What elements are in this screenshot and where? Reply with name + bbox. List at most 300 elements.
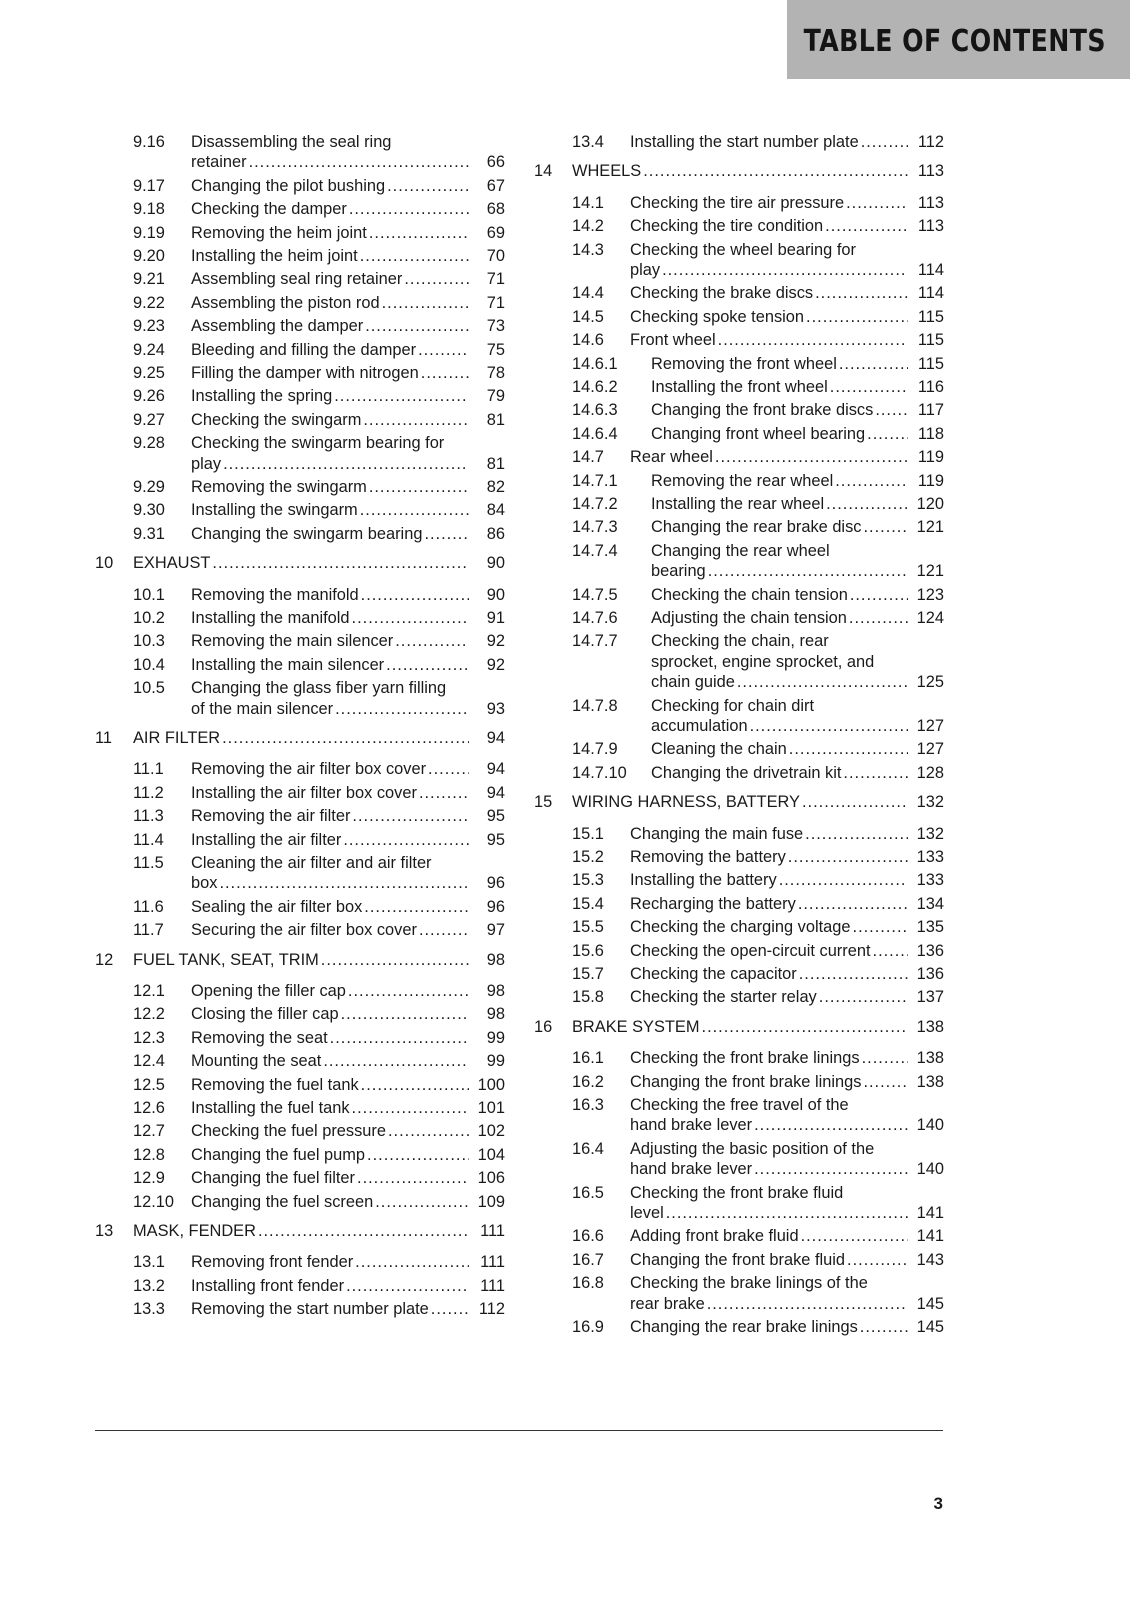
toc-entry bbox=[95, 1004, 505, 1024]
toc-page-number: 140 bbox=[916, 1116, 944, 1135]
toc-page-number: 138 bbox=[916, 1017, 944, 1036]
toc-entry-number: 10.5 bbox=[133, 679, 165, 698]
toc-entry-title: Checking the brake discs bbox=[630, 284, 814, 303]
toc-chapter-entry bbox=[95, 1221, 505, 1241]
toc-leader-dots bbox=[839, 354, 908, 374]
toc-page-number: 90 bbox=[486, 585, 505, 604]
toc-entry-title: Bleeding and filling the damper bbox=[191, 340, 417, 359]
toc-leader-dots bbox=[643, 161, 908, 181]
toc-entry-number: 12.10 bbox=[133, 1192, 175, 1211]
toc-entry bbox=[95, 1299, 505, 1319]
toc-page-number: 95 bbox=[486, 807, 505, 826]
toc-entry-title: AIR FILTER bbox=[133, 729, 221, 747]
toc-leader-dots bbox=[853, 917, 908, 937]
toc-entry-number: 14.6.1 bbox=[572, 354, 618, 373]
toc-entry bbox=[95, 1252, 505, 1272]
toc-page-number: 145 bbox=[916, 1318, 944, 1336]
toc-entry-title: Removing the main silencer bbox=[191, 632, 394, 651]
toc-chapter-entry bbox=[95, 728, 505, 748]
toc-leader-dots bbox=[334, 386, 469, 406]
toc-leader-dots bbox=[321, 950, 469, 970]
toc-entry bbox=[534, 424, 944, 444]
toc-entry-number: 16.1 bbox=[572, 1049, 604, 1068]
toc-page-number: 111 bbox=[480, 1253, 505, 1272]
toc-entry bbox=[95, 853, 505, 894]
toc-leader-dots bbox=[369, 477, 469, 497]
toc-entry bbox=[95, 631, 505, 651]
toc-entry-number: 14.6.4 bbox=[572, 424, 618, 443]
toc-page-number: 96 bbox=[486, 897, 505, 916]
toc-page-number: 117 bbox=[917, 401, 944, 420]
toc-entry bbox=[95, 246, 505, 266]
toc-entry-title: Changing front wheel bearing bbox=[651, 424, 866, 443]
toc-entry-number: 15.1 bbox=[572, 824, 604, 843]
toc-entry-title-line: Checking the swingarm bearing for bbox=[191, 434, 445, 453]
toc-page-number: 125 bbox=[916, 673, 944, 692]
toc-chapter-entry bbox=[534, 792, 944, 812]
toc-entry-title-line: Checking the free travel of the bbox=[630, 1096, 849, 1114]
toc-leader-dots bbox=[799, 964, 908, 984]
toc-page-number: 111 bbox=[480, 1222, 505, 1240]
toc-entry-title: Changing the front brake linings bbox=[630, 1072, 862, 1091]
toc-page-number: 99 bbox=[486, 1052, 505, 1071]
toc-entry-title: Installing the fuel tank bbox=[191, 1099, 350, 1117]
toc-entry bbox=[95, 269, 505, 289]
toc-leader-dots bbox=[431, 1299, 469, 1319]
toc-entry-number: 9.30 bbox=[133, 501, 165, 520]
toc-entry-number: 16.4 bbox=[572, 1139, 604, 1158]
toc-entry-title: Adding front brake fluid bbox=[630, 1227, 799, 1246]
toc-leader-dots bbox=[404, 269, 469, 289]
toc-entry bbox=[95, 410, 505, 430]
toc-entry bbox=[95, 477, 505, 497]
toc-entry-number: 9.27 bbox=[133, 410, 165, 429]
toc-page-number: 140 bbox=[916, 1160, 944, 1179]
toc-entry-title: Opening the filler cap bbox=[191, 982, 346, 1000]
toc-leader-dots bbox=[806, 307, 908, 327]
toc-entry-title: Removing the front wheel bbox=[651, 354, 837, 373]
toc-page-number: 119 bbox=[917, 448, 944, 467]
toc-page-number: 68 bbox=[486, 200, 505, 219]
toc-entry-number: 13.3 bbox=[133, 1300, 165, 1319]
toc-entry-title: Installing the main silencer bbox=[191, 655, 385, 674]
toc-page-number: 115 bbox=[917, 307, 944, 326]
toc-leader-dots bbox=[418, 340, 469, 360]
toc-leader-dots bbox=[835, 471, 908, 491]
toc-entry-title: Installing the air filter bbox=[191, 830, 342, 849]
toc-entry-title: Adjusting the chain tension bbox=[651, 609, 847, 627]
toc-page-number: 121 bbox=[916, 562, 944, 581]
toc-leader-dots bbox=[382, 293, 469, 313]
toc-leader-dots bbox=[802, 792, 908, 812]
toc-page-number: 113 bbox=[917, 217, 944, 236]
toc-entry bbox=[534, 739, 944, 759]
toc-entry-title: rear brake bbox=[630, 1294, 705, 1313]
toc-page-number: 81 bbox=[486, 454, 505, 473]
toc-entry-title: Removing front fender bbox=[191, 1253, 354, 1272]
toc-page-number: 134 bbox=[916, 894, 944, 913]
toc-entry-number: 9.25 bbox=[133, 364, 165, 382]
toc-entry bbox=[95, 223, 505, 243]
toc-entry-title: Changing the fuel screen bbox=[191, 1192, 374, 1211]
toc-entry bbox=[95, 500, 505, 520]
toc-entry-number: 14.7.3 bbox=[572, 518, 618, 537]
toc-leader-dots bbox=[788, 847, 908, 867]
toc-entry-title: Checking the fuel pressure bbox=[191, 1122, 386, 1141]
toc-entry bbox=[534, 1250, 944, 1270]
toc-entry bbox=[95, 897, 505, 917]
toc-leader-dots bbox=[365, 316, 469, 336]
toc-entry-title: Checking the front brake linings bbox=[630, 1049, 860, 1068]
toc-entry-number: 14.1 bbox=[572, 193, 604, 212]
toc-page-number: 94 bbox=[486, 760, 505, 779]
toc-entry-title-line: Changing the glass fiber yarn filling bbox=[191, 679, 447, 698]
toc-entry-number: 14.2 bbox=[572, 217, 604, 236]
toc-page-number: 102 bbox=[477, 1122, 505, 1141]
toc-entry-number: 9.19 bbox=[133, 223, 165, 242]
toc-entry bbox=[95, 1145, 505, 1165]
toc-page-number: 116 bbox=[917, 378, 944, 396]
toc-entry-number: 16.2 bbox=[572, 1072, 604, 1091]
toc-page-number: 66 bbox=[486, 153, 505, 172]
toc-entry-title: Changing the drivetrain kit bbox=[651, 763, 842, 782]
toc-entry-number: 9.23 bbox=[133, 317, 165, 336]
toc-page-number: 98 bbox=[486, 1005, 505, 1024]
toc-entry bbox=[95, 524, 505, 544]
toc-entry-title: Changing the swingarm bearing bbox=[191, 524, 423, 543]
toc-entry bbox=[534, 216, 944, 236]
toc-entry bbox=[534, 1139, 944, 1180]
toc-entry-title: box bbox=[191, 874, 218, 893]
toc-entry bbox=[534, 1183, 944, 1224]
toc-entry-title: Changing the fuel pump bbox=[191, 1145, 366, 1164]
toc-page-number: 111 bbox=[480, 1276, 505, 1295]
toc-entry-number: 14.6.3 bbox=[572, 401, 618, 420]
toc-entry-title: Installing front fender bbox=[191, 1276, 345, 1295]
toc-page-number: 138 bbox=[916, 1072, 944, 1091]
toc-leader-dots bbox=[360, 246, 469, 266]
toc-entry-title: chain guide bbox=[651, 673, 735, 692]
toc-leader-dots bbox=[849, 608, 908, 628]
toc-entry-title: of the main silencer bbox=[191, 699, 334, 718]
toc-page-number: 136 bbox=[916, 965, 944, 983]
toc-entry-number: 11.3 bbox=[133, 807, 164, 826]
toc-entry-title: Checking the open-circuit current bbox=[630, 941, 871, 960]
toc-leader-dots bbox=[219, 873, 469, 893]
toc-entry-number: 9.26 bbox=[133, 387, 165, 406]
toc-entry bbox=[95, 759, 505, 779]
toc-page-number: 90 bbox=[486, 554, 505, 573]
toc-page-number: 67 bbox=[486, 176, 505, 195]
toc-entry-title: Changing the front brake discs bbox=[651, 401, 874, 420]
toc-entry bbox=[534, 471, 944, 491]
toc-page-number: 128 bbox=[916, 763, 944, 782]
toc-page-number: 145 bbox=[916, 1294, 944, 1313]
toc-leader-dots bbox=[702, 1017, 908, 1037]
toc-entry-number: 11.2 bbox=[133, 783, 164, 802]
toc-entry-title-line: Disassembling the seal ring bbox=[191, 133, 392, 151]
toc-entry-number: 9.20 bbox=[133, 247, 165, 265]
toc-page-number: 143 bbox=[916, 1250, 944, 1269]
toc-page-number: 113 bbox=[917, 193, 944, 212]
toc-entry bbox=[95, 132, 505, 173]
toc-entry-number: 14.7.7 bbox=[572, 632, 618, 651]
toc-entry-title: Changing the rear brake disc bbox=[651, 518, 862, 537]
toc-leader-dots bbox=[750, 716, 908, 736]
toc-entry bbox=[534, 1226, 944, 1246]
toc-entry bbox=[534, 585, 944, 605]
toc-page-number: 92 bbox=[486, 655, 505, 674]
toc-entry-title: Checking the capacitor bbox=[630, 965, 797, 983]
toc-page-number: 114 bbox=[917, 284, 944, 303]
toc-leader-dots bbox=[666, 1203, 908, 1223]
toc-leader-dots bbox=[419, 783, 469, 803]
toc-leader-dots bbox=[364, 897, 469, 917]
toc-leader-dots bbox=[361, 1075, 469, 1095]
toc-entry bbox=[534, 283, 944, 303]
toc-leader-dots bbox=[388, 1121, 469, 1141]
toc-entry-title: Checking the swingarm bbox=[191, 410, 362, 429]
toc-page-number: 92 bbox=[486, 632, 505, 651]
toc-entry-number: 13.4 bbox=[572, 133, 604, 151]
toc-leader-dots bbox=[348, 981, 469, 1001]
toc-entry bbox=[95, 363, 505, 383]
toc-leader-dots bbox=[867, 424, 908, 444]
toc-entry bbox=[534, 1317, 944, 1337]
toc-page-number: 135 bbox=[916, 918, 944, 937]
toc-leader-dots bbox=[395, 631, 469, 651]
toc-entry-number: 9.17 bbox=[133, 176, 165, 195]
toc-entry-title: Removing the heim joint bbox=[191, 223, 367, 242]
toc-leader-dots bbox=[863, 517, 908, 537]
toc-entry-number: 15 bbox=[534, 793, 553, 812]
toc-entry bbox=[534, 894, 944, 914]
toc-entry-number: 14.7 bbox=[572, 448, 604, 467]
toc-entry-title: Checking the tire air pressure bbox=[630, 193, 845, 212]
toc-entry-title: level bbox=[630, 1203, 664, 1222]
toc-entry-title: FUEL TANK, SEAT, TRIM bbox=[133, 950, 319, 969]
toc-entry bbox=[534, 1095, 944, 1136]
toc-entry-number: 9.16 bbox=[133, 133, 165, 151]
toc-entry-number: 16.7 bbox=[572, 1250, 604, 1269]
toc-leader-dots bbox=[847, 1250, 908, 1270]
toc-entry-title: Mounting the seat bbox=[191, 1052, 322, 1071]
toc-entry bbox=[95, 1051, 505, 1071]
toc-entry bbox=[95, 1028, 505, 1048]
toc-entry-number: 9.28 bbox=[133, 434, 165, 453]
toc-entry-title: Changing the main fuse bbox=[630, 824, 804, 843]
toc-entry-title: hand brake lever bbox=[630, 1116, 753, 1135]
toc-leader-dots bbox=[352, 608, 469, 628]
toc-entry bbox=[534, 517, 944, 537]
toc-entry-number: 16.5 bbox=[572, 1183, 604, 1202]
toc-entry bbox=[534, 941, 944, 961]
toc-page-number: 115 bbox=[917, 354, 944, 373]
toc-page-number: 79 bbox=[486, 387, 505, 406]
toc-leader-dots bbox=[754, 1159, 908, 1179]
toc-entry-title: Filling the damper with nitrogen bbox=[191, 364, 419, 382]
toc-entry-title: Removing the seat bbox=[191, 1028, 328, 1047]
toc-entry-title: Checking the damper bbox=[191, 200, 347, 219]
toc-leader-dots bbox=[662, 260, 908, 280]
toc-entry-number: 16.8 bbox=[572, 1274, 604, 1293]
toc-entry-title: retainer bbox=[191, 153, 247, 172]
toc-page-number: 94 bbox=[486, 729, 505, 747]
toc-entry bbox=[95, 1276, 505, 1296]
toc-page-number: 93 bbox=[486, 699, 505, 718]
toc-entry-number: 11.4 bbox=[133, 830, 164, 849]
toc-entry-number: 15.5 bbox=[572, 918, 604, 937]
toc-entry-title: Installing the manifold bbox=[191, 609, 350, 627]
toc-entry bbox=[95, 316, 505, 336]
toc-entry-number: 9.22 bbox=[133, 293, 165, 312]
toc-entry bbox=[534, 1048, 944, 1068]
toc-page-number: 91 bbox=[486, 609, 505, 627]
toc-entry-number: 14.7.8 bbox=[572, 696, 618, 715]
page-title: TABLE OF CONTENTS bbox=[803, 24, 1106, 59]
toc-page-number: 70 bbox=[486, 247, 505, 265]
toc-entry-title-line: Checking the front brake fluid bbox=[630, 1183, 844, 1202]
toc-entry-title: Front wheel bbox=[630, 331, 716, 350]
toc-entry-number: 10.4 bbox=[133, 655, 165, 674]
toc-entry-title: Cleaning the chain bbox=[651, 740, 787, 759]
toc-entry-number: 16.9 bbox=[572, 1318, 604, 1336]
toc-page-number: 71 bbox=[486, 270, 505, 289]
toc-entry bbox=[534, 1072, 944, 1092]
toc-entry-title: Installing the start number plate bbox=[630, 133, 859, 151]
toc-entry bbox=[95, 655, 505, 675]
toc-page-number: 75 bbox=[486, 340, 505, 359]
toc-entry-title: play bbox=[630, 260, 661, 279]
toc-entry-number: 9.21 bbox=[133, 270, 165, 289]
toc-leader-dots bbox=[355, 1252, 469, 1272]
toc-entry-number: 15.7 bbox=[572, 965, 604, 983]
toc-entry-number: 14.7.2 bbox=[572, 495, 618, 513]
toc-entry-title: Removing the rear wheel bbox=[651, 471, 834, 490]
toc-entry bbox=[534, 447, 944, 467]
toc-entry-number: 12.3 bbox=[133, 1028, 165, 1047]
toc-entry bbox=[95, 199, 505, 219]
toc-entry-title-line: Cleaning the air filter and air filter bbox=[191, 854, 432, 872]
toc-entry-number: 10.3 bbox=[133, 632, 165, 651]
toc-leader-dots bbox=[323, 1051, 469, 1071]
toc-entry-number: 15.2 bbox=[572, 848, 604, 866]
toc-entry bbox=[95, 293, 505, 313]
toc-leader-dots bbox=[341, 1004, 469, 1024]
toc-entry-title: Removing the fuel tank bbox=[191, 1075, 359, 1094]
toc-entry bbox=[534, 847, 944, 867]
toc-entry-title: Installing the battery bbox=[630, 871, 777, 890]
toc-entry-title: Checking spoke tension bbox=[630, 307, 805, 326]
toc-entry-title-line: Checking the wheel bearing for bbox=[630, 240, 856, 259]
toc-entry-title: EXHAUST bbox=[133, 554, 211, 573]
toc-leader-dots bbox=[249, 152, 469, 172]
toc-entry-number: 10 bbox=[95, 554, 114, 573]
toc-entry-number: 9.24 bbox=[133, 340, 165, 359]
toc-entry-number: 14.6.2 bbox=[572, 378, 618, 396]
toc-leader-dots bbox=[846, 193, 908, 213]
toc-page-number: 86 bbox=[486, 524, 505, 543]
toc-page-number: 132 bbox=[916, 824, 944, 843]
toc-leader-dots bbox=[779, 870, 908, 890]
toc-page-number: 69 bbox=[486, 223, 505, 242]
toc-entry bbox=[95, 433, 505, 474]
toc-leader-dots bbox=[860, 1317, 908, 1337]
toc-page-number: 133 bbox=[916, 848, 944, 866]
toc-entry-number: 11 bbox=[95, 729, 113, 747]
toc-entry-number: 9.29 bbox=[133, 478, 165, 496]
toc-leader-dots bbox=[352, 1098, 469, 1118]
toc-leader-dots bbox=[424, 524, 469, 544]
toc-entry-title: Installing the rear wheel bbox=[651, 495, 825, 513]
toc-entry-title: BRAKE SYSTEM bbox=[572, 1017, 700, 1036]
toc-page-number: 82 bbox=[486, 478, 505, 496]
toc-leader-dots bbox=[789, 739, 908, 759]
toc-entry-title: Checking the tire condition bbox=[630, 217, 824, 236]
toc-leader-dots bbox=[428, 759, 469, 779]
toc-entry-title: Rear wheel bbox=[630, 448, 713, 467]
toc-leader-dots bbox=[360, 500, 469, 520]
toc-entry bbox=[95, 1168, 505, 1188]
toc-entry-title: Removing the manifold bbox=[191, 585, 359, 604]
toc-entry-number: 12.5 bbox=[133, 1075, 165, 1094]
toc-leader-dots bbox=[357, 1168, 469, 1188]
toc-entry bbox=[534, 132, 944, 152]
toc-entry-title: Sealing the air filter box bbox=[191, 897, 363, 916]
toc-entry-number: 9.18 bbox=[133, 200, 165, 219]
toc-entry-number: 14.7.6 bbox=[572, 609, 618, 627]
toc-leader-dots bbox=[708, 561, 908, 581]
toc-page-number: 78 bbox=[486, 364, 505, 382]
toc-entry-number: 15.4 bbox=[572, 894, 604, 913]
toc-entry-title: Securing the air filter box cover bbox=[191, 921, 417, 940]
toc-entry bbox=[534, 354, 944, 374]
toc-page-number: 104 bbox=[477, 1145, 505, 1164]
toc-entry-number: 14.3 bbox=[572, 240, 604, 259]
toc-entry-number: 12.1 bbox=[133, 982, 165, 1000]
toc-leader-dots bbox=[335, 699, 469, 719]
toc-entry-title: Assembling the piston rod bbox=[191, 293, 380, 312]
toc-entry-number: 14.7.1 bbox=[572, 471, 618, 490]
toc-leader-dots bbox=[843, 763, 908, 783]
toc-entry bbox=[95, 176, 505, 196]
toc-leader-dots bbox=[873, 941, 908, 961]
toc-entry bbox=[95, 608, 505, 628]
toc-entry bbox=[95, 1098, 505, 1118]
toc-leader-dots bbox=[346, 1276, 469, 1296]
toc-entry-title: Changing the fuel filter bbox=[191, 1169, 356, 1188]
toc-page-number: 127 bbox=[916, 740, 944, 759]
toc-leader-dots bbox=[387, 176, 469, 196]
toc-entry-number: 16 bbox=[534, 1017, 553, 1036]
toc-entry-number: 13 bbox=[95, 1222, 114, 1240]
toc-leader-dots bbox=[718, 330, 908, 350]
toc-entry-number: 11.6 bbox=[133, 897, 164, 916]
toc-page-number: 98 bbox=[486, 950, 505, 969]
toc-leader-dots bbox=[330, 1028, 469, 1048]
toc-page-number: 124 bbox=[916, 609, 944, 627]
toc-entry-title: Removing the air filter bbox=[191, 807, 351, 826]
toc-entry-number: 14.6 bbox=[572, 331, 604, 350]
toc-entry-title: Closing the filler cap bbox=[191, 1005, 339, 1024]
toc-entry bbox=[534, 494, 944, 514]
toc-page-number: 114 bbox=[917, 260, 944, 279]
toc-entry bbox=[95, 981, 505, 1001]
toc-entry-number: 11.1 bbox=[133, 760, 164, 779]
toc-entry-title-line: Checking the chain, rear bbox=[651, 632, 829, 651]
toc-entry bbox=[95, 830, 505, 850]
toc-page-number: 133 bbox=[916, 871, 944, 890]
